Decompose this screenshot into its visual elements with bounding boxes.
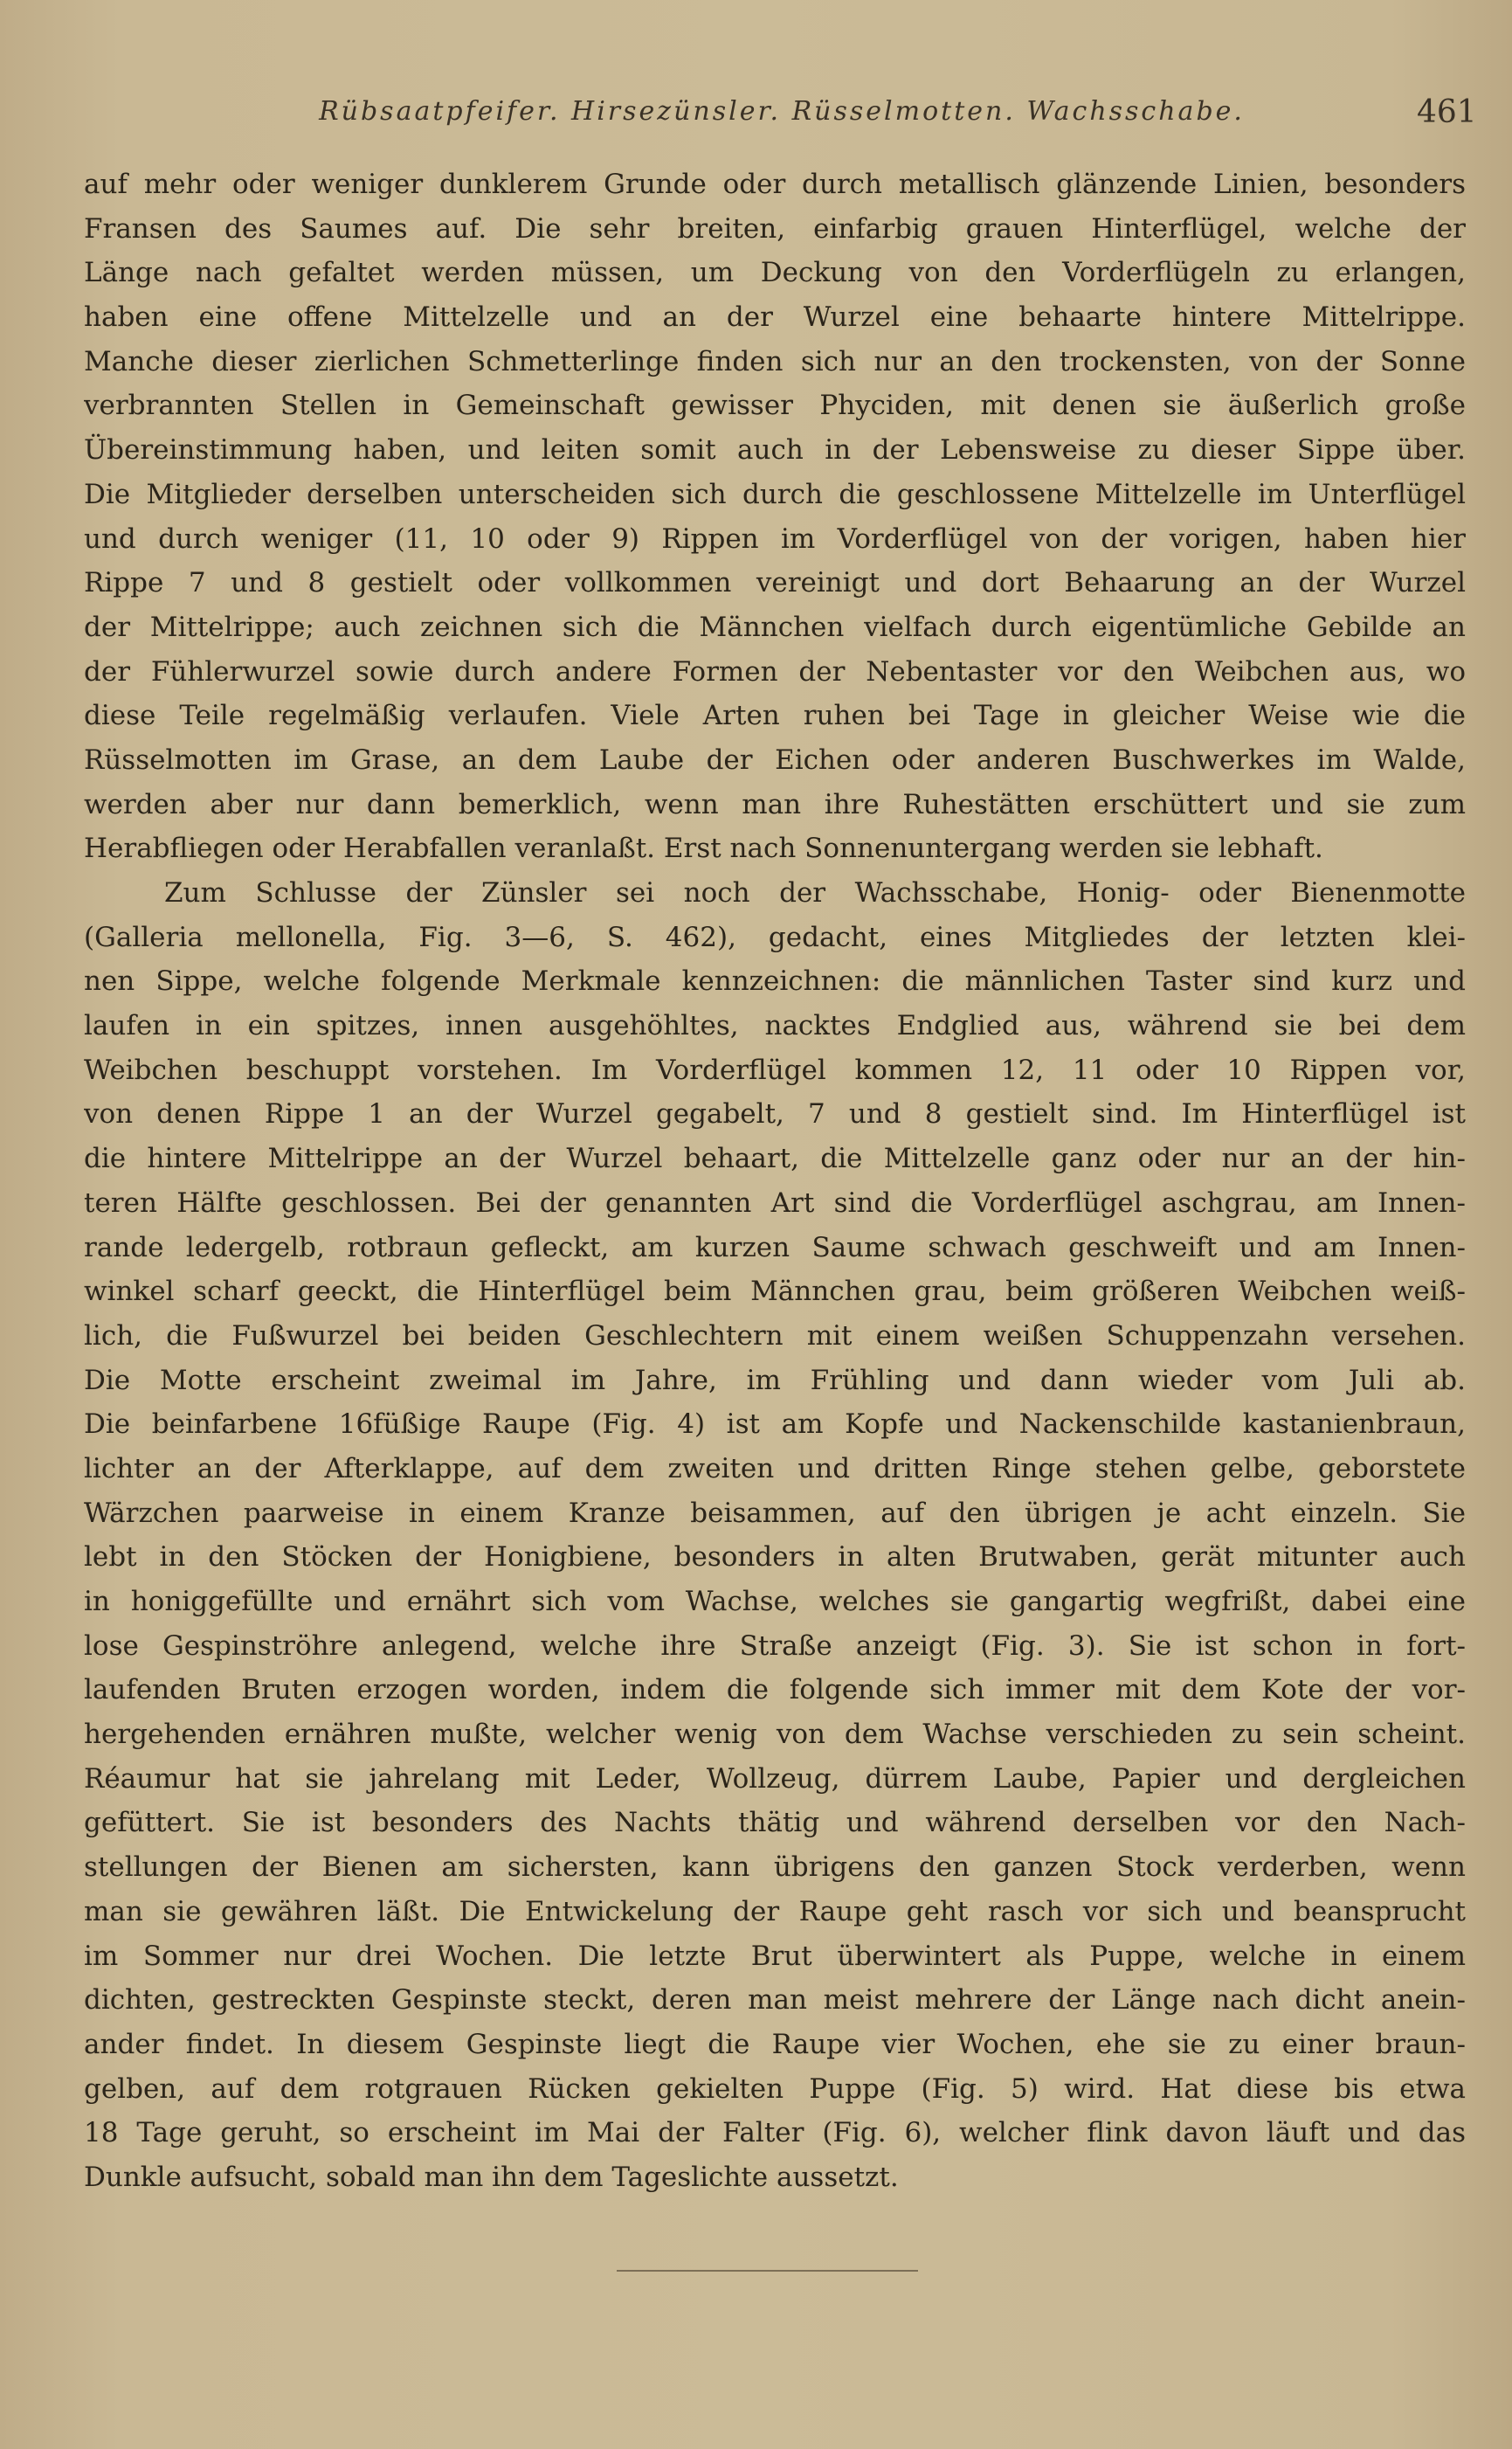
text-line: Rippe 7 und 8 gestielt oder vollkommen vereinigt und dort Behaarung an der Wurzel [84,567,1466,599]
page-number: 461 [1417,94,1477,130]
text-line: Wärzchen paarweise in einem Kranze beisammen, auf den übrigen je acht einzeln. Sie [84,1497,1466,1529]
text-line: lichter an der Afterklappe, auf dem zweiten und dritten Ringe stehen gelbe, geborstete [84,1452,1466,1484]
text-line: der Fühlerwurzel sowie durch andere Formen der Nebentaster vor den Weibchen aus, wo [84,655,1466,688]
text-line: stellungen der Bienen am sichersten, kann übrigens den ganzen Stock verderben, wenn [84,1851,1466,1884]
text-line: der Mittelrippe; auch zeichnen sich die Männchen vielfach durch eigentümliche Gebilde an [84,611,1466,643]
text-line: die hintere Mittelrippe an der Wurzel behaart, die Mittelzelle ganz oder nur an der hin- [84,1143,1466,1175]
text-line: und durch weniger (11, 10 oder 9) Rippen im Vorderflügel von der vorigen, haben hier [84,522,1466,555]
text-line: dichten, gestreckten Gespinste steckt, deren man meist mehrere der Länge nach dicht anein- [84,1984,1466,2017]
text-line: gelben, auf dem rotgrauen Rücken gekielten Puppe (Fig. 5) wird. Hat diese bis etwa [84,2072,1466,2105]
text-line: Die Mitglieder derselben unterscheiden sich durch die geschlossene Mittelzelle im Unterflügel [84,478,1466,510]
text-line: Rüsselmotten im Grase, an dem Laube der Eichen oder anderen Buschwerkes im Walde, [84,744,1466,776]
text-line: werden aber nur dann bemerklich, wenn man ihre Ruhestätten erschüttert und sie zum [84,788,1466,820]
text-line: Die Motte erscheint zweimal im Jahre, im Frühling und dann wieder vom Juli ab. [84,1364,1466,1396]
text-line: lebt in den Stöcken der Honigbiene, besonders in alten Brutwaben, gerät mitunter auch [84,1541,1466,1574]
text-line: in honiggefüllte und ernährt sich vom Wachse, welches sie gangartig wegfrißt, dabei eine [84,1586,1466,1617]
end-rule [617,2270,918,2272]
text-line: verbrannten Stellen in Gemeinschaft gewisser Phyciden, mit denen sie äußerlich große [84,390,1466,422]
text-line: nen Sippe, welche folgende Merkmale kennzeichnen: die männlichen Taster sind kurz und [84,965,1466,998]
text-line: (Galleria mellonella, Fig. 3—6, S. 462), gedacht, eines Mitgliedes der letzten klei- [84,921,1466,953]
text-line: lich, die Fußwurzel bei beiden Geschlechtern mit einem weißen Schuppenzahn versehen. [84,1319,1466,1352]
text-line: Zum Schlusse der Zünsler sei noch der Wachsschabe, Honig- oder Bienenmotte [164,877,1466,909]
text-line: ander findet. In diesem Gespinste liegt die Raupe vier Wochen, ehe sie zu einer braun- [84,2028,1466,2060]
text-line: winkel scharf geeckt, die Hinterflügel beim Männchen grau, beim größeren Weibchen weiß- [84,1276,1466,1308]
text-line: gefüttert. Sie ist besonders des Nachts thätig und während derselben vor den Nach- [84,1807,1466,1839]
text-line: Übereinstimmung haben, und leiten somit auch in der Lebensweise zu dieser Sippe über. [84,434,1466,467]
text-line: hergehenden ernähren mußte, welcher wenig von dem Wachse verschieden zu sein scheint. [84,1719,1466,1751]
text-line: Herabfliegen oder Herabfallen veranlaßt. Erst nach Sonnenuntergang werden sie lebhaft. [84,833,1323,865]
text-line: Manche dieser zierlichen Schmetterlinge finden sich nur an den trockensten, von der Sonne [84,345,1466,377]
text-line: diese Teile regelmäßig verlaufen. Viele Arten ruhen bei Tage in gleicher Weise wie die [84,700,1466,732]
text-line: auf mehr oder weniger dunklerem Grunde oder durch metallisch glänzende Linien, besonders [84,169,1466,200]
text-line: Länge nach gefaltet werden müssen, um Deckung von den Vorderflügeln zu erlangen, [84,257,1466,289]
text-line: man sie gewähren läßt. Die Entwickelung der Raupe geht rasch vor sich und beansprucht [84,1895,1466,1927]
body-text [84,163,1466,2200]
text-line: Réaumur hat sie jahrelang mit Leder, Wollzeug, dürrem Laube, Papier und dergleichen [84,1762,1466,1795]
text-line: lose Gespinströhre anlegend, welche ihre Straße anzeigt (Fig. 3). Sie ist schon in fort- [84,1629,1466,1662]
text-line: Fransen des Saumes auf. Die sehr breiten, einfarbig grauen Hinterflügel, welche der [84,212,1466,245]
text-line: 18 Tage geruht, so erscheint im Mai der Falter (Fig. 6), welcher flink davon läuft und das [84,2117,1466,2149]
text-line: Dunkle aufsucht, sobald man ihn dem Tageslichte aussetzt. [84,2161,899,2193]
running-head: Rübsaatpfeifer. Hirsezünsler. Rüsselmotten. Wachsschabe. [319,96,1245,127]
text-line: Weibchen beschuppt vorstehen. Im Vorderflügel kommen 12, 11 oder 10 Rippen vor, [84,1054,1466,1086]
text-line: teren Hälfte geschlossen. Bei der genannten Art sind die Vorderflügel aschgrau, am Innen- [84,1186,1466,1219]
text-line: laufen in ein spitzes, innen ausgehöhltes, nacktes Endglied aus, während sie bei dem [84,1010,1466,1042]
text-line: von denen Rippe 1 an der Wurzel gegabelt, 7 und 8 gestielt sind. Im Hinterflügel ist [84,1098,1466,1131]
text-line: Die beinfarbene 16füßige Raupe (Fig. 4) ist am Kopfe und Nackenschilde kastanienbraun, [84,1408,1466,1441]
text-line: haben eine offene Mittelzelle und an der Wurzel eine behaarte hintere Mittelrippe. [84,301,1466,334]
text-line: rande ledergelb, rotbraun gefleckt, am kurzen Saume schwach geschweift und am Innen- [84,1231,1466,1263]
text-line: im Sommer nur drei Wochen. Die letzte Brut überwintert als Puppe, welche in einem [84,1940,1466,1972]
text-line: laufenden Bruten erzogen worden, indem die folgende sich immer mit dem Kote der vor- [84,1674,1466,1706]
